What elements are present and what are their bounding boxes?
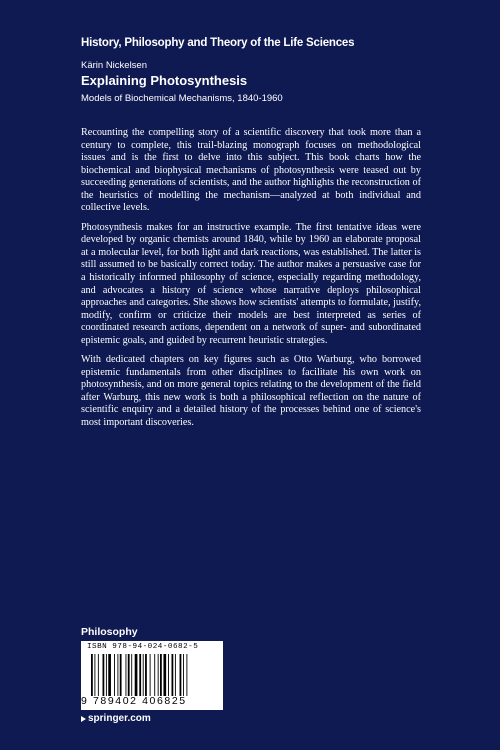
series-title: History, Philosophy and Theory of the Life Sciences [81,37,355,49]
arrow-icon [81,716,86,722]
subject-category: Philosophy [81,626,138,638]
book-title: Explaining Photosynthesis [81,73,248,88]
barcode-box [81,641,223,710]
publisher-site-label: springer.com [88,713,151,724]
barcode-digits: 9 789402 406825 [81,695,187,707]
blurb-paragraph-2: Photosynthesis makes for an instructive example. The first tentative ideas were developed by organic chemists around 1840, while by 1960 an elaborate proposal at a molecular level, for both light and dark reactions, was established. The latter is still assumed to be basically correct today. The author makes a persuasive case for a historically informed philosophy of science, especially regarding methodology, and advocates a history of science whose narrative deploys philosophical approaches and categories. She shows how scientists' attempts to formulate, justify, modify, confirm or criticize their models are best interpreted as series of coordinated research actions, dependent on a network of super- and subordinated epistemic goals, and guided by recurrent heuristic strategies. [81,221,421,346]
publisher-site[interactable] [81,713,151,724]
blurb-paragraph-3: With dedicated chapters on key figures such as Otto Warburg, who borrowed epistemic fundamentals from other disciplines to facilitate his own work on photosynthesis, and on more general topics relating to the development of the field after Warburg, this new work is both a philosophical reflection on the nature of scientific enquiry and a detailed history of the processes behind one of science's most important discoveries. [81,354,421,429]
author-name: Kärin Nickelsen [81,60,147,71]
book-subtitle: Models of Biochemical Mechanisms, 1840-1960 [81,93,283,104]
isbn-text: ISBN 978-94-024-0682-5 [87,643,199,651]
blurb [81,127,421,437]
blurb-paragraph-1: Recounting the compelling story of a scientific discovery that took more than a century to complete, this trail-blazing monograph focuses on methodological issues and is the first to delve into this subject. This book charts how the biochemical and biophysical mechanisms of photosynthesis were teased out by succeeding generations of scientists, and the author highlights the reconstruction of the heuristics of modelling the mechanism—analyzed at both individual and collective levels. [81,127,421,214]
barcode-icon [91,654,217,696]
